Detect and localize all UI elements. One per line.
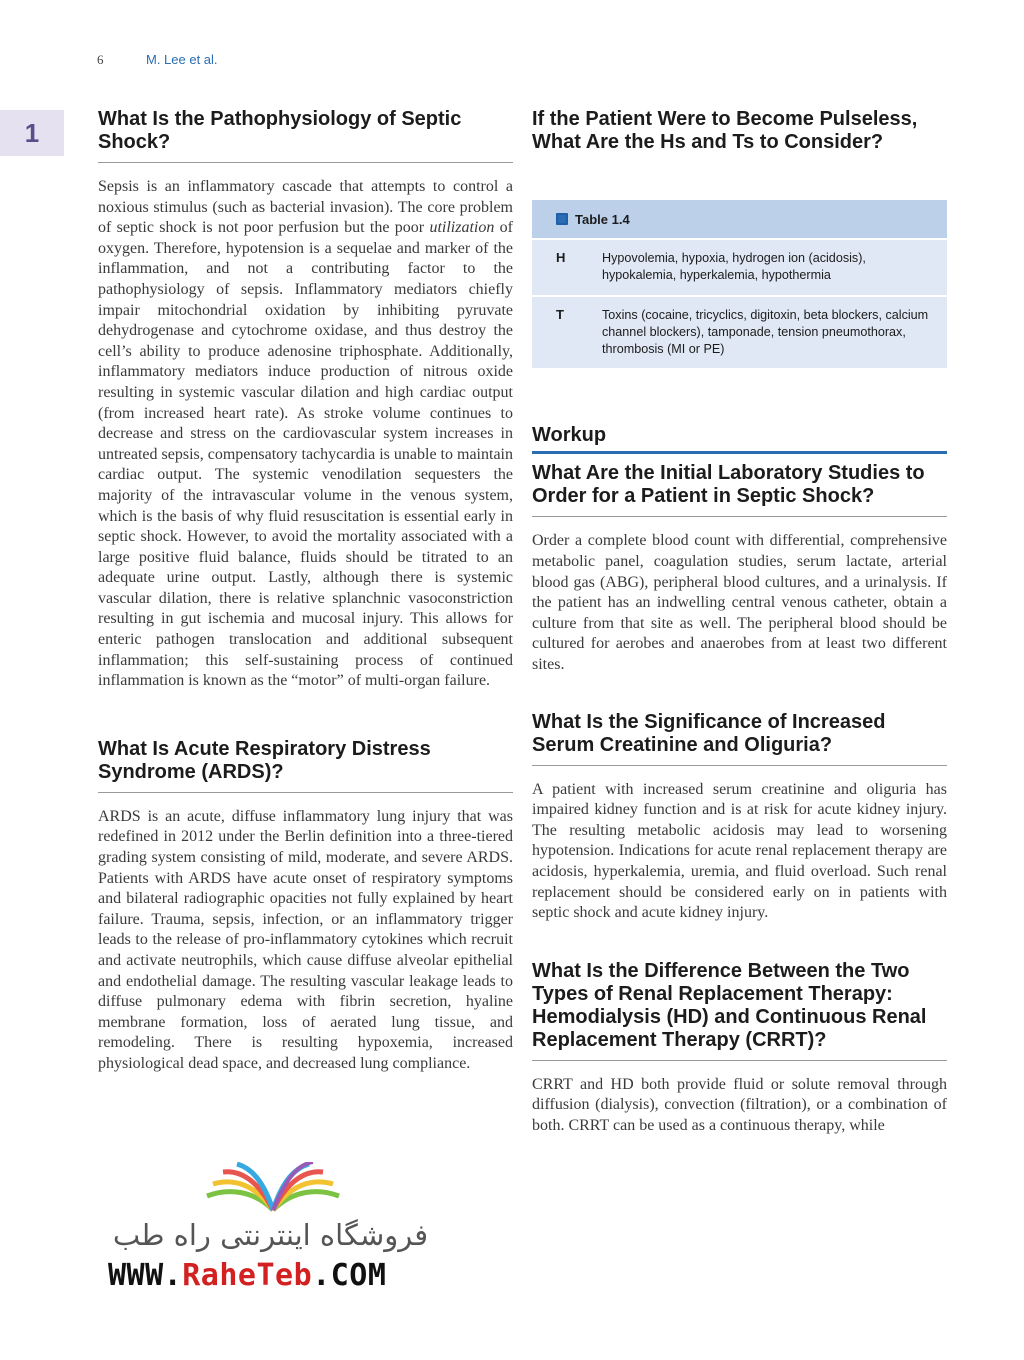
table-row-value: Hypovolemia, hypoxia, hydrogen ion (acidosis), hypokalemia, hyperkalemia, hypothermia: [602, 251, 866, 283]
section-heading-creatinine: What Is the Significance of Increased Serum Creatinine and Oliguria?: [532, 711, 947, 766]
table-row-key: H: [556, 250, 566, 265]
table-row: [532, 238, 947, 295]
left-column: [98, 108, 513, 1075]
section-heading-renal-replacement: What Is the Difference Between the Two Types of Renal Replacement Therapy: Hemodialysis (HD) and Continuous Renal Replacement Therapy (CRRT)?: [532, 960, 947, 1061]
section-heading-hs-and-ts: If the Patient Were to Become Pulseless, What Are the Hs and Ts to Consider?: [532, 108, 918, 153]
chapter-tab: 1: [0, 110, 64, 156]
section-heading-lab-studies: What Are the Initial Laboratory Studies to Order for a Patient in Septic Shock?: [532, 462, 947, 517]
part-heading-workup: Workup: [532, 424, 947, 454]
page-number: 6: [97, 52, 104, 67]
table-row-key: T: [556, 306, 564, 322]
paragraph-lab-studies: Order a complete blood count with differential, comprehensive metabolic panel, coagulation studies, serum lactate, arterial blood gas (ABG), peripheral blood cultures, and a urinalysis. If the patient has an indwelling central venous catheter, obtain a culture from that site as well. The peripheral blood should be cultured for aerobes and anaerobes from at least two different sites.: [532, 532, 947, 674]
section-heading-ards: What Is Acute Respiratory Distress Syndrome (ARDS)?: [98, 738, 513, 793]
table-1-4: [532, 200, 947, 368]
table-row: [532, 295, 947, 369]
running-header-authors: M. Lee et al.: [146, 52, 218, 67]
paragraph-septic-shock: Sepsis is an inflammatory cascade that attempts to control a noxious stimulus (such as bacterial invasion). The core problem of septic shock is not poor perfusion but the poor utilization of oxygen. Therefore, hypotension is a sequelae and marker of the inflammation, and not a contributing factor to the pathophysiology of sepsis. Inflammatory mediators chiefly impair mitochondrial oxidation by inhibiting pyruvate dehydrogenase and cytochrome oxidase, and thus destroy the cell’s ability to produce adenosine triphosphate. Additionally, inflammatory mediators induce production of nitrous oxide resulting in systemic vascular dilation and high cardiac output (from increased heart rate). As stroke volume continues to decrease and stress on the cardiovascular system increases in untreated sepsis, compensatory tachycardia is unable to maintain cardiac output. The systemic venodilation sequesters the majority of the intravascular volume in the venous system, which is the basis of why fluid resuscitation is essential early in septic shock. However, to avoid the mortality associated with a large positive fluid balance, fluids should be titrated to an adequate urine output. Lastly, although there is systemic vascular dilation, there is relative splanchnic vasoconstriction resulting in gut ischemia and mucosal injury. This allows for enteric pathogen translocation and additional subsequent inflammation; this self-sustaining process of continued inflammation is known as the “motor” of multi-organ failure.: [98, 178, 514, 690]
watermark-url[interactable]: WWW.RaheTeb.COM: [108, 1258, 387, 1293]
paragraph-renal-replacement: CRRT and HD both provide fluid or solute removal through diffusion (dialysis), convection (filtration), or a combination of both. CRRT can be used as a continuous therapy, while: [532, 1075, 947, 1134]
right-column: [532, 108, 947, 1137]
table-marker-icon: [556, 213, 568, 225]
table-row-value: Toxins (cocaine, tricyclics, digitoxin, beta blockers, calcium channel blockers), tamponade, tension pneumothorax, thrombosis (MI or PE): [602, 307, 929, 357]
watermark-persian-text: فروشگاه اینترنتی راه طب: [112, 1218, 429, 1252]
paragraph-creatinine: A patient with increased serum creatinine and oliguria has impaired kidney function and is at risk for acute kidney injury. The resulting metabolic acidosis may lead to worsening hypotension. Indications for acute renal replacement therapy are acidosis, hyperkalemia, uremia, and fluid overload. Such renal replacement should be considered early on in patients with septic shock and acute kidney injury.: [532, 780, 947, 922]
table-caption: Table 1.4: [532, 200, 947, 238]
paragraph-ards: ARDS is an acute, diffuse inflammatory lung injury that was redefined in 2012 under the Berlin definition into a three-tiered grading system consisting of mild, moderate, and severe ARDS. Patients with ARDS have acute onset of respiratory symptoms and bilateral radiographic opacities not fully explained by heart failure. Trauma, sepsis, infection, or an inflammatory trigger leads to the release of pro-inflammatory cytokines which recruit and activate neutrophils, which cause diffuse alveolar epithelial and endothelial damage. The resulting vascular leakage leads to diffuse pulmonary edema with fibrin secretion, hyaline membrane formation, loss of aerated lung tissue, and remodeling. There is resulting hypoxemia, increased physiological dead space, and decreased lung compliance.: [98, 807, 513, 1072]
section-heading-septic-shock: What Is the Pathophysiology of Septic Shock?: [98, 108, 513, 163]
